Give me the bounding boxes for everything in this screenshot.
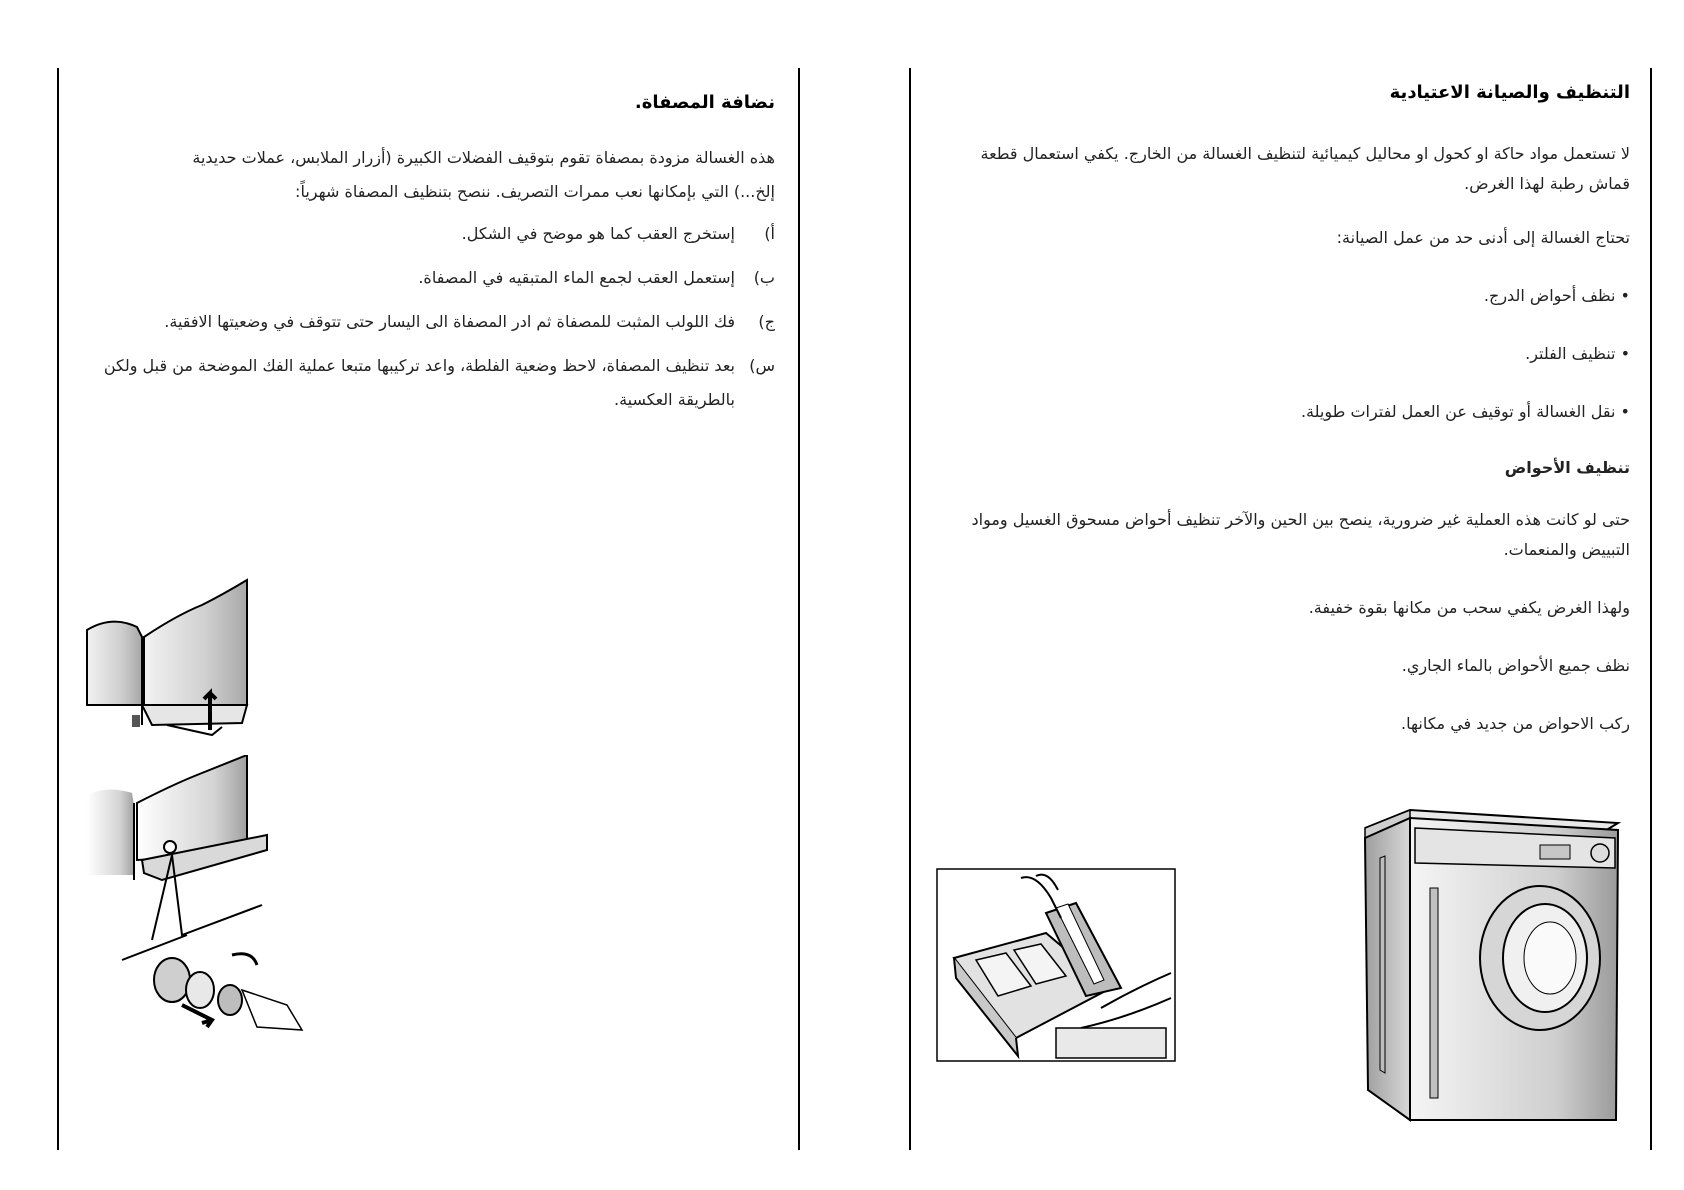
maintenance-needs-heading: تحتاج الغسالة إلى أدنى حد من عمل الصيانة:	[1336, 228, 1630, 247]
left-page-intro: هذه الغسالة مزودة بمصفاة تقوم بتوقيف الفضلات الكبيرة (أزرار الملابس، عملات حديدية إلخ...) التي بإمكانها نعب ممرات التصريف. ننصح بتنظيف المصفاة شهرياً:	[192, 148, 775, 201]
step-c-text: فك اللولب المثبت للمصفاة ثم ادر المصفاة الى اليسار حتى تتوقف في وضعيتها الافقية.	[164, 312, 735, 331]
bullet-clean-filter: • تنظيف الفلتر.	[1525, 344, 1630, 363]
page-border-left	[57, 68, 59, 1150]
filter-cover-illustration	[82, 575, 262, 745]
bullet-clean-drawers: • نظف أحواض الدرج.	[1483, 286, 1630, 305]
step-a	[95, 217, 775, 251]
step-a-text: إستخرج العقب كما هو موضح في الشكل.	[461, 224, 735, 243]
step-a-label: أ)	[764, 224, 775, 243]
step-d-text: بعد تنظيف المصفاة، لاحظ وضعية الفلطة، واعد تركيبها متبعا عملية الفك الموضحة من قبل ولكن بالطريقة العكسية.	[103, 356, 735, 409]
page-divider-center-right	[909, 68, 911, 1150]
right-page-intro: لا تستعمل مواد حاكة او كحول او محاليل كيميائية لتنظيف الغسالة من الخارج. يكفي استعمال قطعة قماش رطبة لهذا الغرض.	[980, 144, 1630, 193]
step-d-label: س)	[749, 356, 775, 375]
right-page	[950, 82, 1630, 741]
drawers-para-remove: ولهذا الغرض يكفي سحب من مكانها بقوة خفيفة.	[1308, 598, 1630, 617]
drawers-para-wash: نظف جميع الأحواض بالماء الجاري.	[1401, 656, 1630, 675]
right-page-title: التنظيف والصيانة الاعتيادية	[1389, 82, 1630, 103]
washing-machine-illustration	[1360, 808, 1625, 1128]
filter-removal-illustration	[82, 755, 322, 1040]
bullet-long-storage: • نقل الغسالة أو توقيف عن العمل لفترات طويلة.	[1300, 402, 1630, 421]
page-divider-center-left	[798, 68, 800, 1150]
step-c	[95, 305, 775, 339]
step-d	[95, 349, 775, 417]
left-page-title: نضافة المصفاة.	[634, 92, 775, 113]
step-b-text: إستعمل العقب لجمع الماء المتبقيه في المصفاة.	[418, 268, 735, 287]
step-c-label: ج)	[758, 312, 775, 331]
drawers-heading: تنظيف الأحواض	[1504, 458, 1630, 477]
step-b	[95, 261, 775, 295]
drawers-text: حتى لو كانت هذه العملية غير ضرورية، ينصح بين الحين والآخر تنظيف أحواض مسحوق الغسيل ومواد التبييض والمنعمات.	[971, 510, 1630, 559]
page-border-right	[1650, 68, 1652, 1150]
drawers-para-refit: ركب الاحواض من جديد في مكانها.	[1401, 714, 1630, 733]
step-b-label: ب)	[753, 268, 775, 287]
left-page	[95, 92, 775, 417]
detergent-drawer-illustration	[936, 868, 1176, 1062]
